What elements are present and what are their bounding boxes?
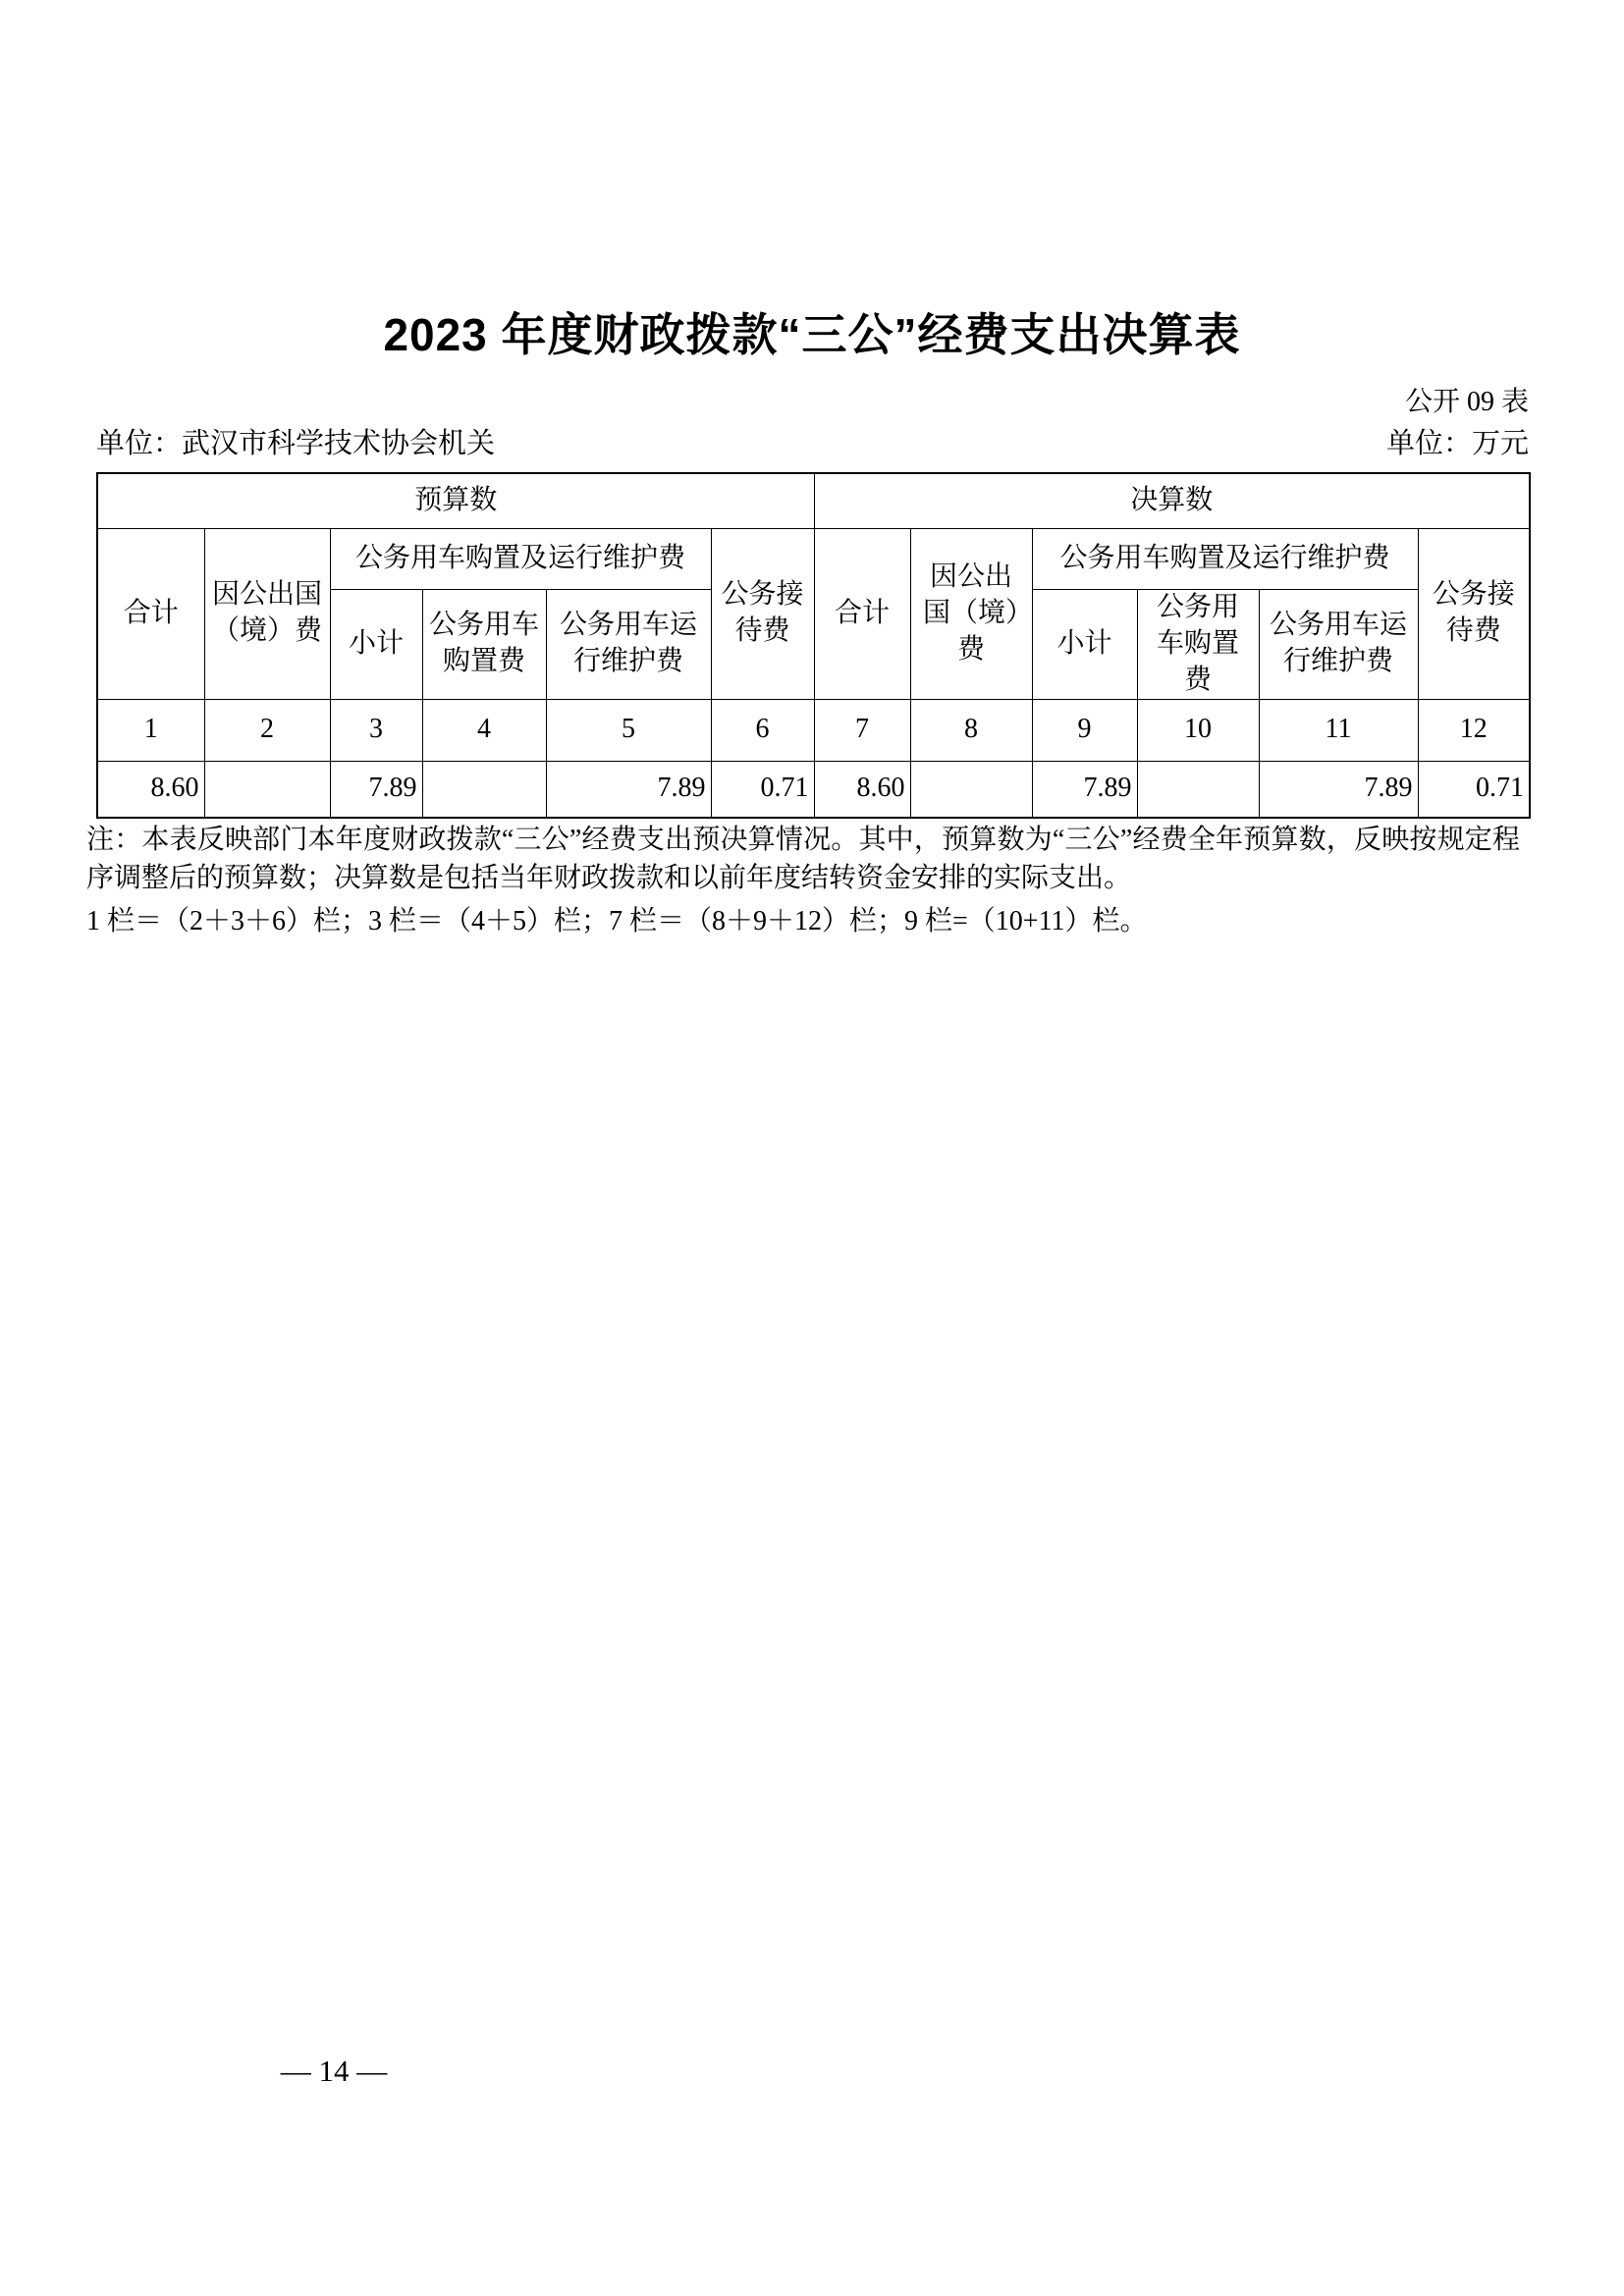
three-public-expenses-table bbox=[96, 472, 1531, 819]
group-header-final: 决算数 bbox=[814, 473, 1530, 529]
header-budget-vehicle-group: 公务用车购置及运行维护费 bbox=[330, 529, 711, 590]
column-number-6: 6 bbox=[711, 699, 814, 761]
value-cell-1: 8.60 bbox=[97, 761, 204, 818]
header-budget-reception: 公务接待费 bbox=[711, 529, 814, 700]
unit-currency: 单位：万元 bbox=[1385, 428, 1529, 459]
value-cell-12: 0.71 bbox=[1418, 761, 1530, 818]
column-number-8: 8 bbox=[910, 699, 1032, 761]
header-final-vehicle-group: 公务用车购置及运行维护费 bbox=[1032, 529, 1418, 590]
column-number-12: 12 bbox=[1418, 699, 1530, 761]
header-final-reception: 公务接待费 bbox=[1418, 529, 1530, 700]
header-final-subtotal: 小计 bbox=[1032, 590, 1137, 700]
value-cell-3: 7.89 bbox=[330, 761, 422, 818]
value-cell-11: 7.89 bbox=[1259, 761, 1418, 818]
value-cell-5: 7.89 bbox=[546, 761, 711, 818]
header-budget-abroad: 因公出国（境）费 bbox=[204, 529, 330, 700]
table-row-subheader-top bbox=[97, 529, 1530, 590]
page-title: 2023 年度财政拨款“三公”经费支出决算表 bbox=[383, 309, 1241, 360]
header-final-vehicle-purchase: 公务用车购置费 bbox=[1137, 590, 1259, 700]
column-number-9: 9 bbox=[1032, 699, 1137, 761]
column-number-11: 11 bbox=[1259, 699, 1418, 761]
column-number-2: 2 bbox=[204, 699, 330, 761]
table-note: 注：本表反映部门本年度财政拨款“三公”经费支出预决算情况。其中，预算数为“三公”经费全年预算数，反映按规定程序调整后的预算数；决算数是包括当年财政拨款和以前年度结转资金安排的实际支出。 bbox=[86, 825, 1520, 893]
header-budget-vehicle-purchase: 公务用车购置费 bbox=[422, 590, 546, 700]
column-number-3: 3 bbox=[330, 699, 422, 761]
value-cell-2 bbox=[204, 761, 330, 818]
header-final-vehicle-maintenance: 公务用车运行维护费 bbox=[1259, 590, 1418, 700]
column-number-4: 4 bbox=[422, 699, 546, 761]
unit-department: 单位：武汉市科学技术协会机关 bbox=[96, 428, 496, 459]
table-number-label: 公开 09 表 bbox=[1404, 387, 1529, 417]
value-cell-4 bbox=[422, 761, 546, 818]
value-cell-10 bbox=[1137, 761, 1259, 818]
header-budget-total: 合计 bbox=[97, 529, 204, 700]
column-number-10: 10 bbox=[1137, 699, 1259, 761]
table-row-column-numbers bbox=[97, 699, 1530, 761]
value-cell-8 bbox=[910, 761, 1032, 818]
value-cell-7: 8.60 bbox=[814, 761, 910, 818]
header-final-abroad: 因公出国（境）费 bbox=[910, 529, 1032, 700]
column-number-7: 7 bbox=[814, 699, 910, 761]
column-formula-note: 1 栏＝（2＋3＋6）栏；3 栏＝（4＋5）栏；7 栏＝（8＋9＋12）栏；9 栏=（10+11）栏。 bbox=[86, 906, 1148, 936]
column-number-1: 1 bbox=[97, 699, 204, 761]
value-cell-9: 7.89 bbox=[1032, 761, 1137, 818]
table-row-values bbox=[97, 761, 1530, 818]
header-final-total: 合计 bbox=[814, 529, 910, 700]
unit-row bbox=[96, 426, 1529, 461]
value-cell-6: 0.71 bbox=[711, 761, 814, 818]
header-budget-subtotal: 小计 bbox=[330, 590, 422, 700]
header-budget-vehicle-maintenance: 公务用车运行维护费 bbox=[546, 590, 711, 700]
table-row-group-header bbox=[97, 473, 1530, 529]
column-number-5: 5 bbox=[546, 699, 711, 761]
page-number: — 14 — bbox=[280, 2054, 388, 2088]
group-header-budget: 预算数 bbox=[97, 473, 814, 529]
